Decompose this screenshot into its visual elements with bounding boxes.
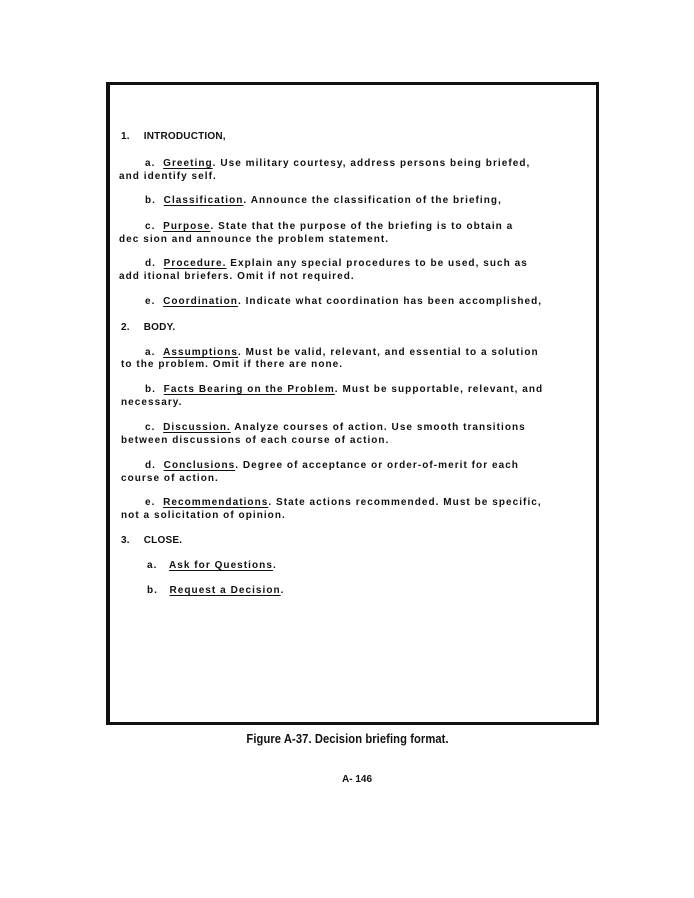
item-discussion-line2 — [121, 435, 389, 447]
section-heading-body — [121, 322, 175, 334]
item-purpose-line2 — [119, 234, 389, 246]
section-number: 1. — [121, 131, 130, 142]
item-procedure-line1 — [145, 258, 528, 270]
item-text: . State that the purpose of the briefing is to obtain a — [210, 221, 514, 232]
item-text: . — [280, 585, 285, 596]
item-purpose-line1 — [145, 221, 513, 233]
item-text: . Indicate what coordination has been accomplished, — [237, 296, 543, 307]
item-text: add itional briefers. Omit if not required. — [119, 271, 355, 282]
item-letter: a. — [145, 158, 156, 169]
item-text: Explain any special procedures to be used, such as — [226, 258, 528, 269]
item-text: . Announce the classification of the briefing, — [243, 195, 502, 206]
section-heading-close — [121, 535, 182, 547]
section-number: 3. — [121, 535, 130, 546]
item-letter: b. — [145, 195, 156, 206]
item-text: course of action. — [121, 473, 219, 484]
item-conclusions-line1 — [145, 460, 519, 472]
item-facts-line2 — [121, 397, 182, 409]
item-term: Coordination — [163, 296, 238, 307]
item-term: Facts Bearing on the Problem — [163, 384, 335, 395]
item-term: Request a Decision — [169, 585, 281, 596]
section-heading-introduction — [121, 131, 226, 143]
item-term: Discussion. — [163, 422, 231, 433]
item-term: Assumptions — [163, 347, 239, 358]
item-text: between discussions of each course of action. — [121, 435, 390, 446]
item-letter: b. — [145, 384, 156, 395]
item-text: . Must be supportable, relevant, and — [334, 384, 544, 395]
item-conclusions-line2 — [121, 473, 219, 485]
item-text: . Must be valid, relevant, and essential to a solution — [238, 347, 539, 358]
item-letter: e. — [145, 497, 156, 508]
item-letter: d. — [145, 460, 156, 471]
item-questions-line1 — [147, 560, 277, 572]
item-term: Classification — [163, 195, 244, 206]
item-text: . Use military courtesy, address persons being briefed, — [212, 158, 531, 169]
item-text: not a solicitation of opinion. — [121, 510, 286, 521]
item-letter: a. — [147, 560, 158, 571]
item-greeting-line2 — [119, 171, 217, 183]
item-assumptions-line1 — [145, 347, 539, 359]
item-procedure-line2 — [119, 271, 355, 283]
item-term: Purpose — [163, 221, 211, 232]
item-decision-line1 — [147, 585, 285, 597]
item-letter: d. — [145, 258, 156, 269]
item-text: and identify self. — [119, 171, 217, 182]
item-term: Greeting — [163, 158, 213, 169]
item-term: Procedure. — [163, 258, 227, 269]
item-term: Recommendations — [163, 497, 269, 508]
item-letter: e. — [145, 296, 156, 307]
item-text: . State actions recommended. Must be specific, — [268, 497, 542, 508]
item-discussion-line1 — [145, 422, 526, 434]
item-greeting-line1 — [145, 158, 530, 170]
figure-caption: Figure A-37. Decision briefing format. — [246, 731, 449, 746]
item-letter: a. — [145, 347, 156, 358]
section-title: CLOSE. — [143, 535, 183, 546]
item-text: to the problem. Omit if there are none. — [121, 359, 344, 370]
item-text: . Degree of acceptance or order-of-merit for each — [235, 460, 519, 471]
item-letter: c. — [145, 422, 156, 433]
item-recommendations-line2 — [121, 510, 286, 522]
item-classification-line1 — [145, 195, 502, 207]
item-term: Ask for Questions — [168, 560, 273, 571]
item-assumptions-line2 — [121, 359, 343, 371]
item-facts-line1 — [145, 384, 543, 396]
section-number: 2. — [121, 322, 130, 333]
item-term: Conclusions — [163, 460, 236, 471]
section-title: BODY. — [143, 322, 176, 333]
item-coordination-line1 — [145, 296, 542, 308]
item-letter: c. — [145, 221, 156, 232]
item-text: dec sion and announce the problem statement. — [119, 234, 390, 245]
item-text: Analyze courses of action. Use smooth transitions — [230, 422, 526, 433]
item-text: . — [272, 560, 277, 571]
item-letter: b. — [147, 585, 158, 596]
item-text: necessary. — [121, 397, 183, 408]
item-recommendations-line1 — [145, 497, 542, 509]
section-title: INTRODUCTION, — [143, 131, 226, 142]
page-number: A- 146 — [341, 774, 372, 785]
